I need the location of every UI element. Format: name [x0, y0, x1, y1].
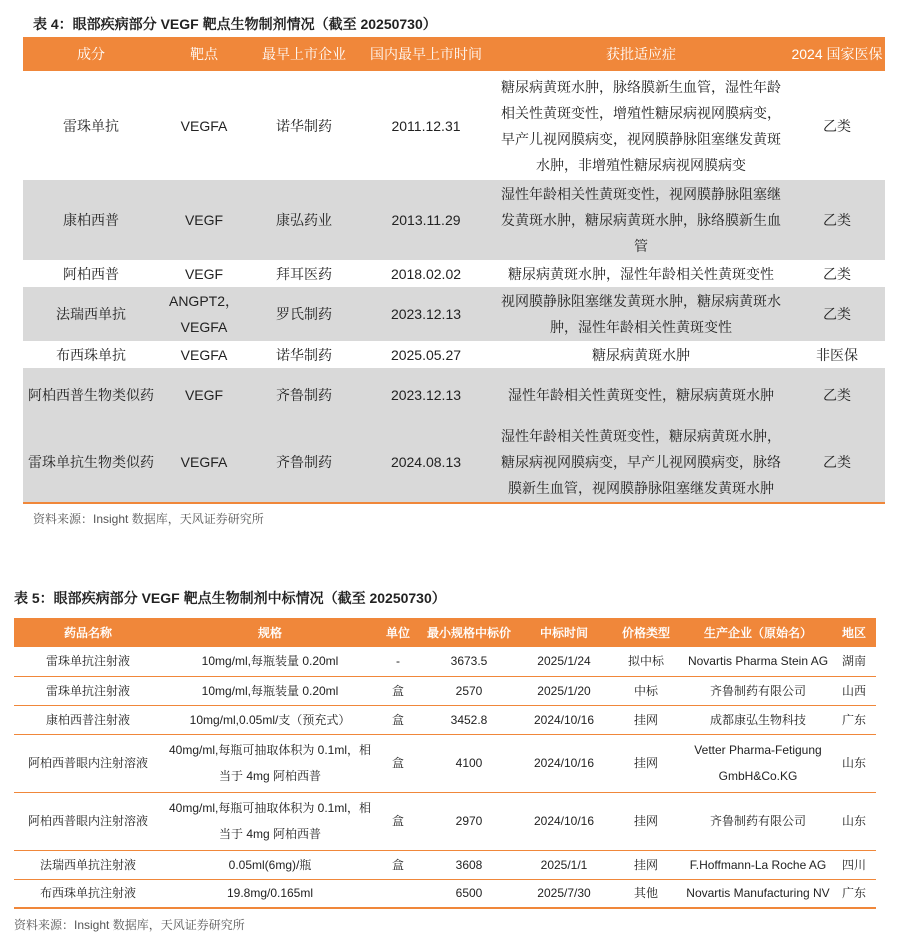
table-cell: 3673.5	[418, 647, 520, 676]
table-cell: 2024/10/16	[520, 792, 608, 850]
table-cell: 齐鲁制药有限公司	[684, 676, 832, 705]
table5-header: 单位	[378, 618, 418, 647]
table4-header: 获批适应症	[493, 37, 789, 71]
table-cell: 诺华制药	[276, 117, 332, 134]
table-row	[23, 71, 885, 180]
table-cell: 乙类	[789, 368, 885, 422]
table-cell: 2025/1/20	[520, 676, 608, 705]
table-row	[23, 260, 885, 287]
table-cell: 山东	[832, 792, 876, 850]
table-cell: Novartis Manufacturing NV	[684, 879, 832, 908]
table-cell: 湖南	[832, 647, 876, 676]
table-cell: 山东	[832, 734, 876, 792]
table-cell: 湿性年龄相关性黄斑变性，糖尿病黄斑水肿，糖尿病视网膜病变，早产儿视网膜病变，脉络膜新生血管，视网膜静脉阻塞继发黄斑水肿	[493, 422, 789, 503]
table-cell: 2025/1/1	[520, 850, 608, 879]
table-cell: 康柏西普注射液	[14, 705, 162, 734]
table-cell: 乙类	[789, 287, 885, 341]
table-cell: 乙类	[789, 422, 885, 503]
table-cell: 2570	[418, 676, 520, 705]
table4-header: 成分	[23, 37, 159, 71]
table-row	[14, 850, 876, 879]
table4	[23, 37, 885, 504]
table-cell: 盒	[378, 734, 418, 792]
table-cell: 成都康弘生物科技	[684, 705, 832, 734]
table-cell: 2011.12.31	[391, 117, 461, 134]
table-cell: 广东	[832, 705, 876, 734]
table5-header: 中标时间	[520, 618, 608, 647]
table-cell: 阿柏西普眼内注射溶液	[14, 734, 162, 792]
table-cell: 3452.8	[418, 705, 520, 734]
table-cell: 康柏西普	[23, 180, 159, 260]
table-cell: 视网膜静脉阻塞继发黄斑水肿，糖尿病黄斑水肿，湿性年龄相关性黄斑变性	[493, 287, 789, 341]
table4-source: 资料来源：Insight 数据库，天风证券研究所	[33, 512, 264, 526]
table-row	[14, 647, 876, 676]
table-cell: VEGFA	[159, 422, 249, 503]
table-cell: 乙类	[823, 265, 851, 282]
table-cell: 3608	[418, 850, 520, 879]
table-cell: 其他	[608, 879, 684, 908]
table-cell: 齐鲁制药有限公司	[684, 792, 832, 850]
table-cell: 盒	[378, 850, 418, 879]
table-cell: 盒	[378, 705, 418, 734]
table-cell: 4100	[418, 734, 520, 792]
table-cell: 罗氏制药	[249, 287, 359, 341]
table-row	[14, 676, 876, 705]
table-cell: VEGFA	[180, 117, 228, 134]
table-cell: 山西	[832, 676, 876, 705]
table-cell: 法瑞西单抗注射液	[14, 850, 162, 879]
table-cell: 2025/1/24	[520, 647, 608, 676]
table-row	[23, 422, 885, 503]
table-cell: 布西珠单抗	[56, 346, 126, 363]
table4-header: 国内最早上市时间	[359, 37, 493, 71]
table-cell: 2970	[418, 792, 520, 850]
table-cell: 乙类	[789, 180, 885, 260]
table-row	[14, 705, 876, 734]
table-cell: 诺华制药	[276, 346, 332, 363]
table5-header: 规格	[162, 618, 378, 647]
table-cell: Novartis Pharma Stein AG	[684, 647, 832, 676]
table-cell: 挂网	[608, 734, 684, 792]
table-cell	[378, 879, 418, 908]
table-cell: 19.8mg/0.165ml	[162, 879, 378, 908]
table-cell: 盒	[378, 792, 418, 850]
table-cell: 2023.12.13	[359, 368, 493, 422]
table-cell: VEGF	[159, 368, 249, 422]
table-row	[23, 341, 885, 368]
table-cell: 40mg/ml,每瓶可抽取体积为 0.1ml，相当于 4mg 阿柏西普	[162, 734, 378, 792]
table-cell: VEGF	[184, 265, 224, 282]
table-cell: 挂网	[608, 850, 684, 879]
table-cell: VEGFA	[180, 346, 228, 363]
table-cell: 拟中标	[608, 647, 684, 676]
table-cell: F.Hoffmann-La Roche AG	[684, 850, 832, 879]
table-cell: 2023.12.13	[359, 287, 493, 341]
table-cell: 2025/7/30	[520, 879, 608, 908]
table5-header: 地区	[832, 618, 876, 647]
table5-header: 最小规格中标价	[418, 618, 520, 647]
table-cell: 挂网	[608, 792, 684, 850]
table-cell: 40mg/ml,每瓶可抽取体积为 0.1ml，相当于 4mg 阿柏西普	[162, 792, 378, 850]
table-cell: 10mg/ml,每瓶装量 0.20ml	[162, 676, 378, 705]
table-cell: 挂网	[608, 705, 684, 734]
table4-header: 2024 国家医保	[789, 37, 885, 71]
table-cell: 乙类	[823, 117, 851, 134]
table-cell: ANGPT2，VEGFA	[159, 287, 249, 341]
table4-header: 靶点	[159, 37, 249, 71]
table5-header: 生产企业（原始名）	[684, 618, 832, 647]
table-cell: 糖尿病黄斑水肿，湿性年龄相关性黄斑变性	[508, 265, 774, 282]
table-cell: 2024/10/16	[520, 734, 608, 792]
table-cell: 阿柏西普	[63, 265, 119, 282]
table-cell: 2024/10/16	[520, 705, 608, 734]
table-cell: 雷珠单抗生物类似药	[23, 422, 159, 503]
table5-source: 资料来源：Insight 数据库，天风证券研究所	[14, 918, 245, 932]
table-cell: 非医保	[816, 346, 858, 363]
table-cell: 广东	[832, 879, 876, 908]
table5-header: 药品名称	[14, 618, 162, 647]
table-cell: 10mg/ml,每瓶装量 0.20ml	[162, 647, 378, 676]
table-cell: 齐鲁制药	[249, 368, 359, 422]
table-cell: 湿性年龄相关性黄斑变性，糖尿病黄斑水肿	[493, 368, 789, 422]
table-cell: 康弘药业	[249, 180, 359, 260]
table-cell: 雷珠单抗注射液	[14, 647, 162, 676]
table-cell: 糖尿病黄斑水肿，脉络膜新生血管，湿性年龄相关性黄斑变性，增殖性糖尿病视网膜病变，早产儿视网膜病变，视网膜静脉阻塞继发黄斑水肿，非增殖性糖尿病视网膜病变	[501, 78, 781, 173]
table-cell: 2013.11.29	[359, 180, 493, 260]
table-cell: 法瑞西单抗	[23, 287, 159, 341]
table5-header-row	[14, 618, 876, 647]
table-cell: 糖尿病黄斑水肿	[592, 346, 690, 363]
table5-header: 价格类型	[608, 618, 684, 647]
table-cell: 齐鲁制药	[249, 422, 359, 503]
table-cell: 湿性年龄相关性黄斑变性，视网膜静脉阻塞继发黄斑水肿，糖尿病黄斑水肿，脉络膜新生血管	[493, 180, 789, 260]
table-cell: 2018.02.02	[390, 265, 462, 282]
table-cell: VEGF	[159, 180, 249, 260]
table4-header: 最早上市企业	[249, 37, 359, 71]
table-cell: 2025.05.27	[390, 346, 462, 363]
table-row	[23, 287, 885, 341]
table-cell: 四川	[832, 850, 876, 879]
table-row	[14, 792, 876, 850]
table-cell: 布西珠单抗注射液	[14, 879, 162, 908]
table-cell: 阿柏西普生物类似药	[23, 368, 159, 422]
table-cell: 10mg/ml,0.05ml/支（预充式）	[162, 705, 378, 734]
table-cell: 0.05ml(6mg)/瓶	[162, 850, 378, 879]
table-cell: 阿柏西普眼内注射溶液	[14, 792, 162, 850]
table-row	[23, 368, 885, 422]
table4-header-row	[23, 37, 885, 71]
table-cell: 雷珠单抗注射液	[14, 676, 162, 705]
table5	[14, 618, 876, 909]
table-cell: 雷珠单抗	[63, 117, 119, 134]
table-cell: 6500	[418, 879, 520, 908]
table-cell: 盒	[378, 676, 418, 705]
table-cell: 2024.08.13	[359, 422, 493, 503]
table5-caption: 表 5：眼部疾病部分 VEGF 靶点生物制剂中标情况（截至 20250730）	[14, 590, 446, 606]
table-row	[14, 734, 876, 792]
table-row	[14, 879, 876, 908]
table-cell: 拜耳医药	[276, 265, 332, 282]
table-cell: Vetter Pharma-Fetigung GmbH&Co.KG	[684, 734, 832, 792]
table-cell: -	[378, 647, 418, 676]
table-cell: 中标	[608, 676, 684, 705]
table4-caption: 表 4：眼部疾病部分 VEGF 靶点生物制剂情况（截至 20250730）	[33, 16, 437, 32]
table-row	[23, 180, 885, 260]
